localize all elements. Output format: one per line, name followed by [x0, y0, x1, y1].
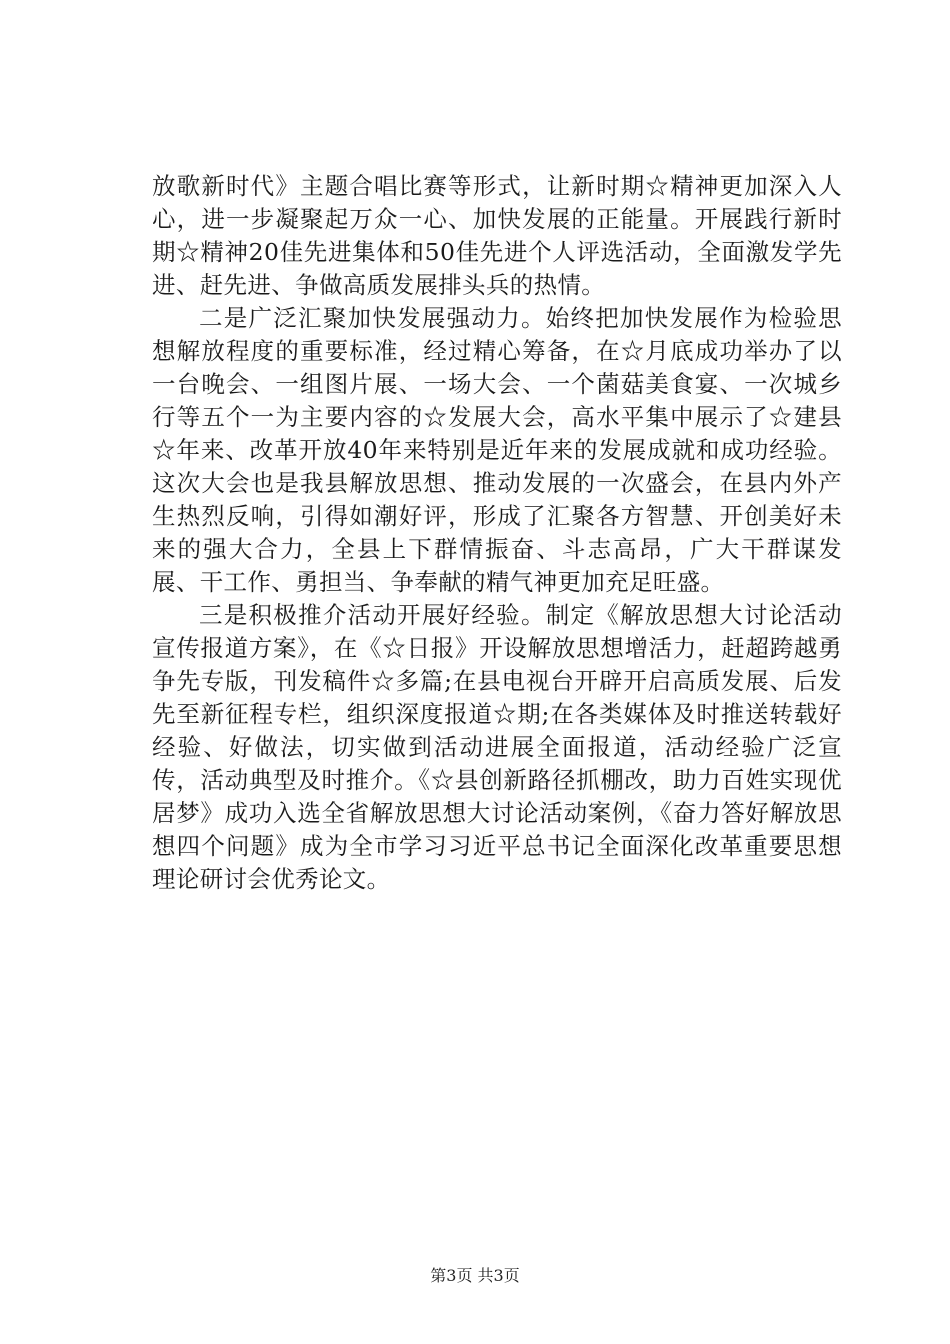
document-body	[152, 170, 842, 896]
page-number-footer: 第3页 共3页	[430, 1266, 520, 1285]
paragraph-continuation: 放歌新时代》主题合唱比赛等形式，让新时期☆精神更加深入人心，进一步凝聚起万众一心、加快发展的正能量。开展践行新时期☆精神20佳先进集体和50佳先进个人评选活动，全面激发学先进、赶先进、争做高质发展排头兵的热情。	[152, 172, 842, 299]
paragraph-section-two: 二是广泛汇聚加快发展强动力。始终把加快发展作为检验思想解放程度的重要标准，经过精心筹备，在☆月底成功举办了以一台晚会、一组图片展、一场大会、一个菌菇美食宴、一次城乡行等五个一为主要内容的☆发展大会，高水平集中展示了☆建县☆年来、改革开放40年来特别是近年来的发展成就和成功经验。这次大会也是我县解放思想、推动发展的一次盛会，在县内外产生热烈反响，引得如潮好评，形成了汇聚各方智慧、开创美好未来的强大合力，全县上下群情振奋、斗志高昂，广大干群谋发展、干工作、勇担当、争奉献的精气神更加充足旺盛。	[152, 304, 842, 596]
paragraph-section-three: 三是积极推介活动开展好经验。制定《解放思想大讨论活动宣传报道方案》，在《☆日报》开设解放思想增活力，赶超跨越勇争先专版，刊发稿件☆多篇;在县电视台开辟开启高质发展、后发先至新征程专栏，组织深度报道☆期;在各类媒体及时推送转载好经验、好做法，切实做到活动进展全面报道，活动经验广泛宣传，活动典型及时推介。《☆县创新路径抓棚改，助力百姓实现优居梦》成功入选全省解放思想大讨论活动案例，《奋力答好解放思想四个问题》成为全市学习习近平总书记全面深化改革重要思想理论研讨会优秀论文。	[152, 601, 842, 893]
